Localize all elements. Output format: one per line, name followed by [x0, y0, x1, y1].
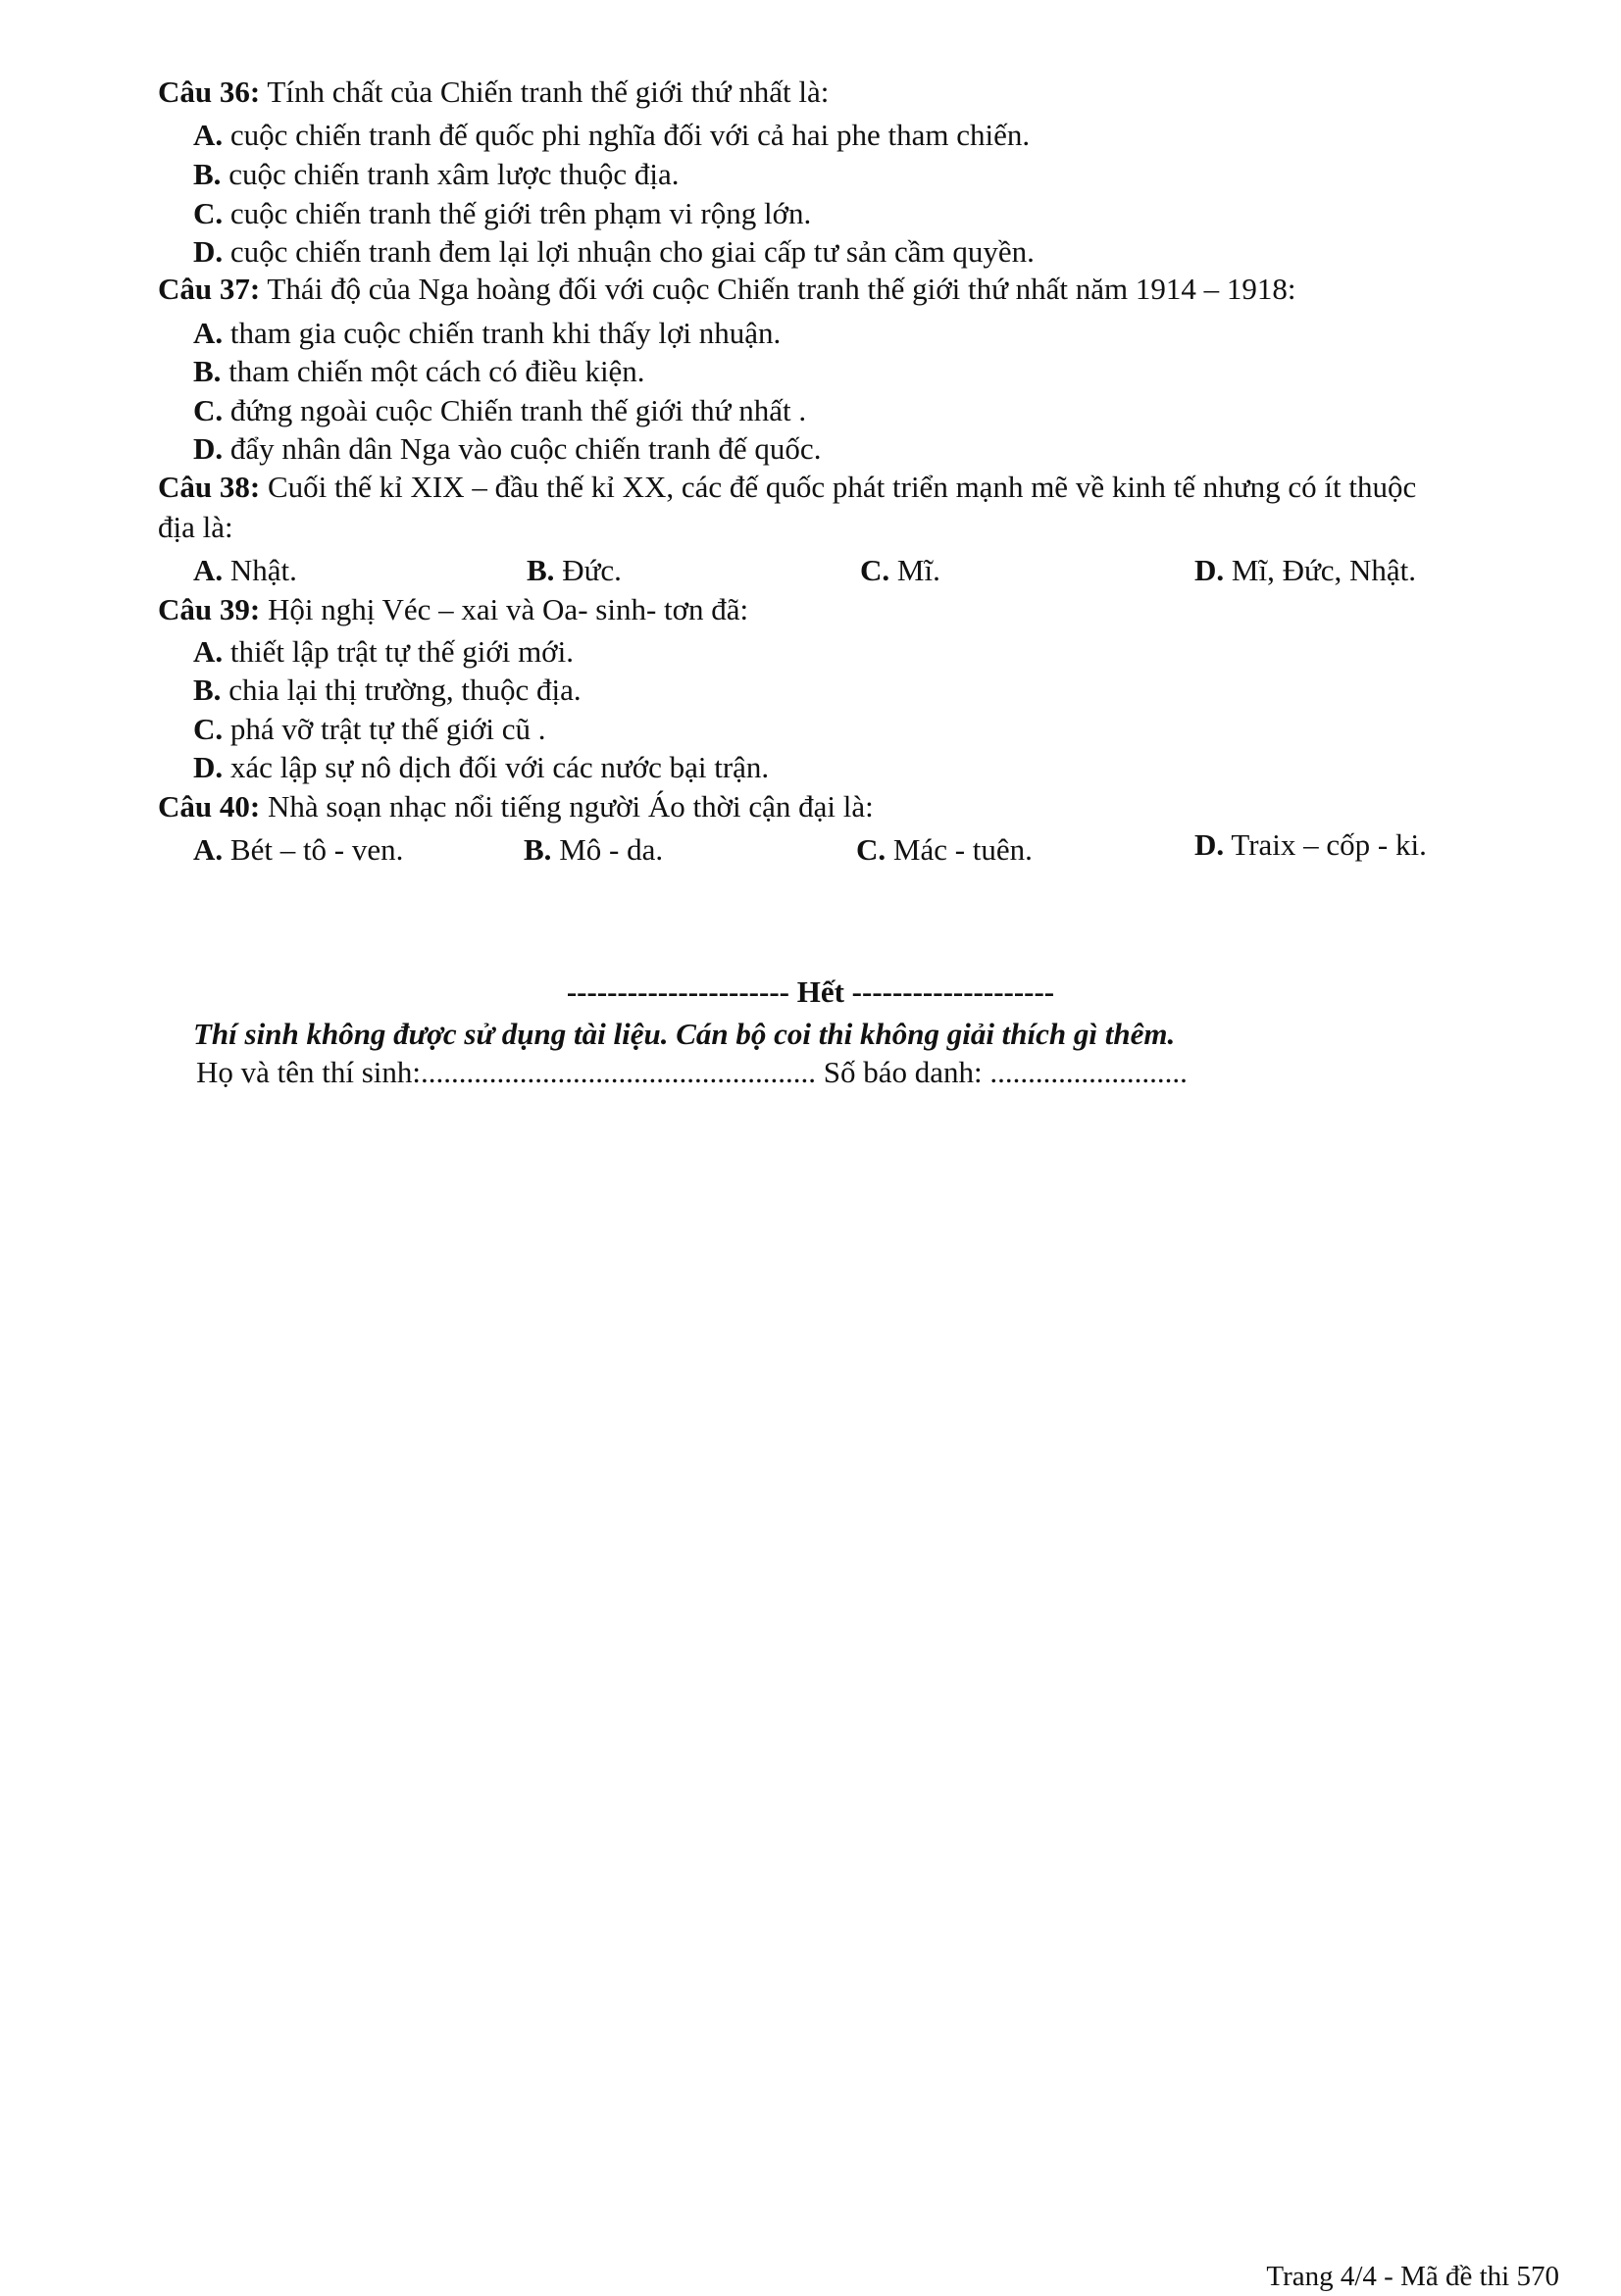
- option-letter: D.: [1194, 553, 1225, 587]
- option-text: tham chiến một cách có điều kiện.: [228, 354, 645, 388]
- option-39-d: [193, 748, 769, 787]
- option-letter: D.: [1194, 827, 1225, 862]
- question-number: Câu 36:: [158, 75, 261, 109]
- option-letter: C.: [193, 393, 224, 427]
- option-text: cuộc chiến tranh xâm lược thuộc địa.: [228, 157, 680, 191]
- option-40-c: [856, 830, 1033, 870]
- option-text: xác lập sự nô dịch đối với các nước bại trận.: [229, 750, 770, 784]
- option-letter: A.: [193, 118, 224, 152]
- question-number: Câu 39:: [158, 592, 261, 626]
- question-36: [158, 73, 1531, 112]
- option-letter: A.: [193, 316, 224, 350]
- option-37-d: [193, 429, 821, 469]
- question-38-continued: [158, 508, 1531, 547]
- option-38-d: [1194, 551, 1416, 590]
- question-number: Câu 37:: [158, 272, 261, 306]
- option-text: Bét – tô - ven.: [229, 832, 404, 867]
- option-text: thiết lập trật tự thế giới mới.: [229, 634, 574, 669]
- option-39-b: [193, 671, 582, 710]
- option-39-c: [193, 710, 546, 749]
- question-40: [158, 787, 1531, 826]
- exam-note: Thí sinh không được sử dụng tài liệu. Cán bộ coi thi không giải thích gì thêm.: [193, 1017, 1176, 1051]
- end-marker: ---------------------- Hết --------------------: [566, 974, 1055, 1009]
- candidate-info-line: Họ và tên thí sinh:.................................................... Số báo danh: ..........................: [196, 1055, 1188, 1089]
- question-stem: Cuối thế kỉ XIX – đầu thế kỉ XX, các đế quốc phát triển mạnh mẽ về kinh tế nhưng có ít thuộc: [267, 470, 1417, 504]
- option-text: cuộc chiến tranh đế quốc phi nghĩa đối với cả hai phe tham chiến.: [229, 118, 1031, 152]
- question-number: Câu 40:: [158, 789, 261, 824]
- option-37-c: [193, 391, 806, 430]
- option-letter: A.: [193, 634, 224, 669]
- option-text: Traix – cốp - ki.: [1231, 827, 1427, 862]
- option-36-a: [193, 116, 1030, 155]
- question-stem: Thái độ của Nga hoàng đối với cuộc Chiến tranh thế giới thứ nhất năm 1914 – 1918:: [267, 272, 1296, 306]
- option-text: Mác - tuên.: [892, 832, 1033, 867]
- option-38-b: [527, 551, 622, 590]
- option-letter: D.: [193, 234, 224, 269]
- question-39: [158, 590, 1531, 629]
- option-text: cuộc chiến tranh đem lại lợi nhuận cho giai cấp tư sản cầm quyền.: [229, 234, 1035, 269]
- option-38-a: [193, 551, 297, 590]
- question-38: [158, 468, 1531, 507]
- option-text: tham gia cuộc chiến tranh khi thấy lợi nhuận.: [229, 316, 782, 350]
- option-text: đứng ngoài cuộc Chiến tranh thế giới thứ nhất .: [229, 393, 807, 427]
- option-letter: B.: [193, 157, 222, 191]
- option-letter: B.: [524, 832, 552, 867]
- option-letter: C.: [860, 553, 890, 587]
- option-text: Nhật.: [229, 553, 297, 587]
- option-36-c: [193, 194, 811, 233]
- page-footer: Trang 4/4 - Mã đề thi 570: [1266, 2261, 1559, 2292]
- option-letter: B.: [527, 553, 555, 587]
- option-36-b: [193, 155, 679, 194]
- option-text: Mĩ, Đức, Nhật.: [1231, 553, 1417, 587]
- option-40-a: [193, 830, 403, 870]
- option-letter: B.: [193, 673, 222, 707]
- option-letter: A.: [193, 553, 224, 587]
- option-text: Mĩ.: [896, 553, 940, 587]
- question-37: [158, 270, 1531, 309]
- option-36-d: [193, 232, 1035, 272]
- option-text: đẩy nhân dân Nga vào cuộc chiến tranh đế quốc.: [229, 431, 822, 466]
- option-text: phá vỡ trật tự thế giới cũ .: [229, 712, 546, 746]
- option-text: cuộc chiến tranh thế giới trên phạm vi rộng lớn.: [229, 196, 812, 230]
- option-letter: C.: [193, 196, 224, 230]
- option-letter: C.: [856, 832, 886, 867]
- option-letter: C.: [193, 712, 224, 746]
- question-number: Câu 38:: [158, 470, 261, 504]
- option-letter: D.: [193, 431, 224, 466]
- option-letter: B.: [193, 354, 222, 388]
- question-stem: Hội nghị Véc – xai và Oa- sinh- tơn đã:: [267, 592, 749, 626]
- option-38-c: [860, 551, 940, 590]
- option-40-d: [1194, 825, 1427, 865]
- option-letter: A.: [193, 832, 224, 867]
- question-stem-continued: địa là:: [158, 510, 233, 544]
- option-letter: D.: [193, 750, 224, 784]
- option-text: Mô - da.: [559, 832, 664, 867]
- option-40-b: [524, 830, 663, 870]
- question-stem: Tính chất của Chiến tranh thế giới thứ nhất là:: [267, 75, 830, 109]
- option-37-b: [193, 352, 645, 391]
- option-39-a: [193, 632, 574, 672]
- option-text: chia lại thị trường, thuộc địa.: [228, 673, 582, 707]
- option-37-a: [193, 314, 781, 353]
- option-text: Đức.: [562, 553, 622, 587]
- question-stem: Nhà soạn nhạc nổi tiếng người Áo thời cận đại là:: [267, 789, 874, 824]
